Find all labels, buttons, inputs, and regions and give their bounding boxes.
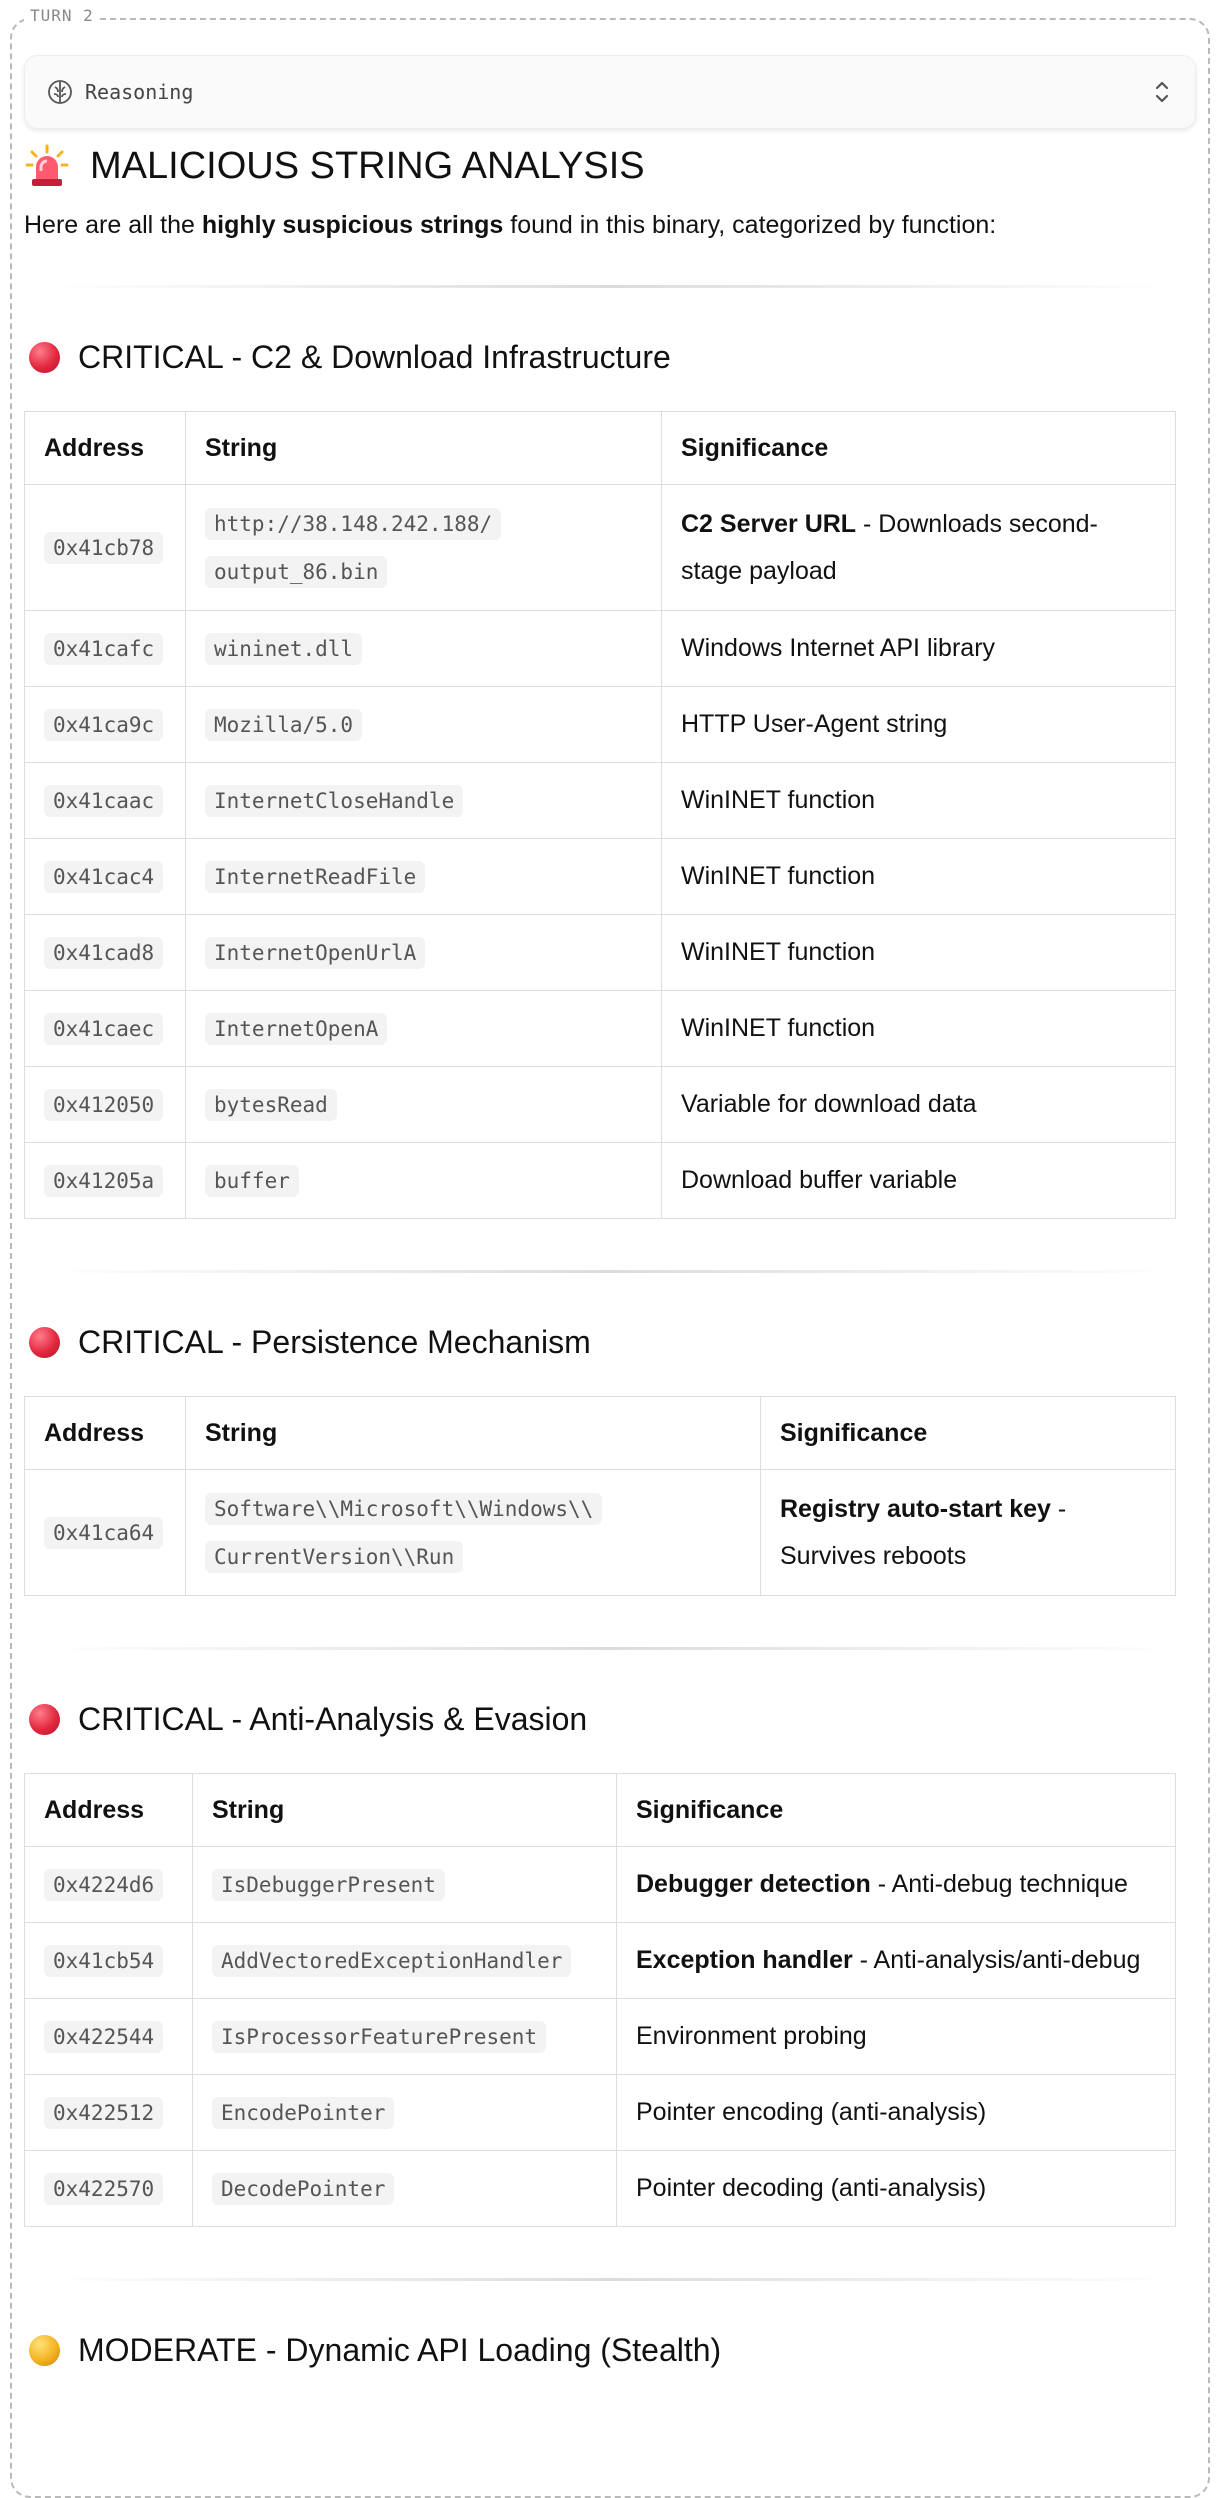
significance-cell: Download buffer variable [662,1143,1176,1219]
significance-cell: Debugger detection - Anti-debug technique [617,1847,1176,1923]
table-header-row [25,412,1176,485]
string-cell: http://38.148.242.188/ output_86.bin [186,485,662,611]
significance-cell: C2 Server URL - Downloads second-stage payload [662,485,1176,611]
address-cell: 0x422544 [25,1999,193,2075]
red-circle-icon [29,1704,60,1735]
address-cell: 0x41cac4 [25,839,186,915]
table-row [25,1143,1176,1219]
header-significance: Significance [761,1397,1176,1470]
table-header-row [25,1397,1176,1470]
title-text: MALICIOUS STRING ANALYSIS [90,144,645,187]
header-significance: Significance [617,1774,1176,1847]
red-circle-icon [29,1327,60,1358]
table-row [25,485,1176,611]
table-row [25,915,1176,991]
address-cell: 0x422570 [25,2151,193,2227]
reasoning-label: Reasoning [85,80,194,104]
string-cell: InternetOpenA [186,991,662,1067]
persistence-strings-table [24,1396,1176,1596]
table-row [25,1847,1176,1923]
address-cell: 0x422512 [25,2075,193,2151]
table-row [25,1999,1176,2075]
address-cell: 0x41caec [25,991,186,1067]
header-address: Address [25,1397,186,1470]
intro-text: Here are all the highly suspicious strings found in this binary, categorized by function: [24,211,997,239]
table-row [25,1470,1176,1596]
significance-cell: Pointer encoding (anti-analysis) [617,2075,1176,2151]
address-cell: 0x41caac [25,763,186,839]
reasoning-toggle[interactable] [24,55,1196,129]
table-row [25,991,1176,1067]
address-cell: 0x41205a [25,1143,186,1219]
string-cell: Software\\Microsoft\\Windows\\ CurrentVersion\\Run [186,1470,761,1596]
yellow-circle-icon [29,2335,60,2366]
string-cell: DecodePointer [193,2151,617,2227]
header-string: String [186,412,662,485]
expand-collapse-icon[interactable] [1151,78,1173,106]
section-divider [44,285,1176,288]
string-cell: IsProcessorFeaturePresent [193,1999,617,2075]
section-heading-persistence: CRITICAL - Persistence Mechanism [24,1324,1196,1361]
string-cell: AddVectoredExceptionHandler [193,1923,617,1999]
significance-cell: Registry auto-start key - Survives reboots [761,1470,1176,1596]
header-significance: Significance [662,412,1176,485]
string-cell: bytesRead [186,1067,662,1143]
address-cell: 0x412050 [25,1067,186,1143]
table-row [25,687,1176,763]
assistant-message [24,55,1196,2369]
string-cell: EncodePointer [193,2075,617,2151]
section-divider [44,2278,1176,2281]
siren-icon [24,143,70,189]
address-cell: 0x41cafc [25,611,186,687]
brain-icon [47,79,73,105]
anti-analysis-strings-table [24,1773,1176,2227]
string-cell: InternetCloseHandle [186,763,662,839]
table-row [25,2151,1176,2227]
string-cell: buffer [186,1143,662,1219]
table-row [25,611,1176,687]
significance-cell: Environment probing [617,1999,1176,2075]
table-row [25,839,1176,915]
address-cell: 0x41cb78 [25,485,186,611]
significance-cell: HTTP User-Agent string [662,687,1176,763]
section-heading-anti-analysis: CRITICAL - Anti-Analysis & Evasion [24,1701,1196,1738]
table-row [25,763,1176,839]
string-cell: InternetOpenUrlA [186,915,662,991]
header-address: Address [25,412,186,485]
table-row [25,2075,1176,2151]
significance-cell: WinINET function [662,991,1176,1067]
significance-cell: Variable for download data [662,1067,1176,1143]
address-cell: 0x41cad8 [25,915,186,991]
string-cell: Mozilla/5.0 [186,687,662,763]
header-string: String [193,1774,617,1847]
red-circle-icon [29,342,60,373]
significance-cell: WinINET function [662,915,1176,991]
address-cell: 0x41ca64 [25,1470,186,1596]
section-divider [44,1270,1176,1273]
section-heading-c2: CRITICAL - C2 & Download Infrastructure [24,339,1196,376]
header-string: String [186,1397,761,1470]
address-cell: 0x41cb54 [25,1923,193,1999]
string-cell: InternetReadFile [186,839,662,915]
significance-cell: WinINET function [662,839,1176,915]
table-row [25,1923,1176,1999]
header-address: Address [25,1774,193,1847]
string-cell: IsDebuggerPresent [193,1847,617,1923]
c2-strings-table [24,411,1176,1219]
significance-cell: WinINET function [662,763,1176,839]
table-header-row [25,1774,1176,1847]
significance-cell: Exception handler - Anti-analysis/anti-debug [617,1923,1176,1999]
address-cell: 0x4224d6 [25,1847,193,1923]
string-cell: wininet.dll [186,611,662,687]
section-divider [44,1647,1176,1650]
significance-cell: Windows Internet API library [662,611,1176,687]
significance-cell: Pointer decoding (anti-analysis) [617,2151,1176,2227]
table-row [25,1067,1176,1143]
section-heading-moderate: MODERATE - Dynamic API Loading (Stealth) [24,2332,1196,2369]
page-title [24,143,1196,189]
address-cell: 0x41ca9c [25,687,186,763]
turn-label: TURN 2 [24,6,100,25]
